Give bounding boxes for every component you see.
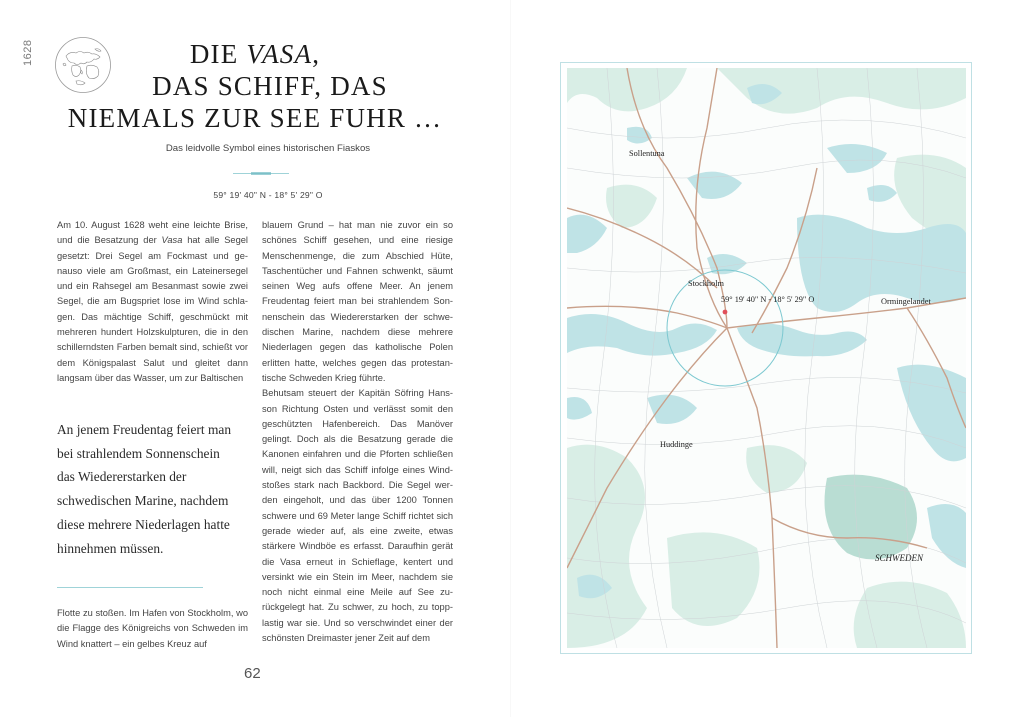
title-line1-prefix: DIE bbox=[189, 39, 247, 69]
coordinates: 59° 19' 40" N - 18° 5' 29" O bbox=[213, 190, 323, 200]
body-paragraph-continued: Flotte zu stoßen. Im Hafen von Stockholm, wo die Flagge des Königreichs von Schweden im Wind knattert – ein gelbes Kreuz auf bbox=[57, 608, 248, 649]
pull-quote-rule bbox=[57, 587, 203, 588]
body-column-1 bbox=[57, 218, 248, 386]
page-title bbox=[60, 38, 450, 134]
title-divider bbox=[233, 172, 289, 175]
body-paragraph-1 bbox=[57, 218, 248, 386]
body-paragraph-3: Behutsam steuert der Kapitän Söfring Hansson Richtung Osten und verlässt somit den geschützten Hafenbereich. Das Manöver gelingt. Doch als die Besatzung gerade die Kanonen einfahren und die Pforten schließen will, neigt sich das Schiff infolge eines Windstoßes stark nach Backbord. Die Segel werden eingeholt, und das über 1200 Tonnen schwere und 69 Meter lange Schiff richtet sich gerade wieder auf, als eine zweite, etwas stärkere Windböe es erfasst. Daraufhin gerät die Vasa erneut in Schieflage, kentert und versinkt wie ein Stein im Meer, nachdem sie noch nicht einmal eine Meile auf See zurückgelegt hat. Zu schwer, zu hoch, zu topplastig war sie. Und so verschwindet einer der schönsten Dreimaster jener Zeit auf dem bbox=[262, 388, 453, 644]
book-spine bbox=[510, 0, 511, 717]
map-label-sollentuna: Sollentuna bbox=[629, 149, 665, 158]
title-line1-suffix: , bbox=[312, 39, 321, 69]
pull-quote-text: An jenem Freudentag feiert man bei strahlendem Sonnenschein das Wiedererstarken der schwedischen Marine, nachdem diese mehrere Niederlagen hatte hinnehmen müssen. bbox=[57, 422, 232, 556]
map-label-stockholm: Stockholm bbox=[688, 279, 724, 288]
map-label-huddinge: Huddinge bbox=[660, 440, 693, 449]
title-line3: NIEMALS ZUR SEE FUHR … bbox=[67, 103, 443, 133]
body-paragraph-2: blauem Grund – hat man nie zuvor ein so schönes Schiff gesehen, und eine riesige Menschenmenge, die zum Abschied Hüte, Taschentücher und Fahnen schwenkt, säumt seinen Weg aufs offene Meer. An jenem Freudentag feiert man bei strahlendem Sonnenschein das Wiedererstarken der schwedischen Marine, nachdem diese mehrere Niederlagen gegen das katholische Polen erlitten hatte, welches gegen das protestantische Schweden Krieg führte. bbox=[262, 220, 453, 383]
map-label-schweden: SCHWEDEN bbox=[875, 553, 923, 563]
body-text: hat alle Segel gesetzt: Drei Segel am Fockmast und genauso viele am Großmast, ein Lateinersegel und ein Rahsegel am Besanmast sowie zwei Segel, die am Bugspriet lose im Wind schlagen. Das mächtige Schiff, geschmückt mit mehreren hundert Holzskulpturen, die in den schillerndsten Farben bemalt sind, schießt vor dem Königspalast Salut und gleitet dann langsam über das Wasser, um zur Baltischen bbox=[57, 235, 248, 383]
body-text: Am 10. August 1628 weht eine leichte Brise, und die Besatzung der bbox=[57, 220, 248, 246]
body-column-2 bbox=[262, 218, 453, 646]
page-number: 62 bbox=[244, 665, 261, 682]
pull-quote bbox=[57, 418, 237, 560]
stockholm-map bbox=[567, 68, 966, 648]
map-label-marker-coords: 59° 19' 40" N - 18° 5' 29" O bbox=[721, 295, 815, 304]
ship-name-italic: Vasa bbox=[161, 235, 183, 246]
title-ship-name: VASA bbox=[246, 39, 313, 69]
location-marker bbox=[723, 310, 728, 315]
year-label: 1628 bbox=[22, 39, 34, 66]
subtitle: Das leidvolle Symbol eines historischen Fiaskos bbox=[165, 143, 371, 154]
body-column-1-continued bbox=[57, 606, 248, 652]
title-line2: DAS SCHIFF, DAS bbox=[152, 71, 388, 101]
map-label-ormingelandet: Ormingelandet bbox=[881, 297, 931, 306]
